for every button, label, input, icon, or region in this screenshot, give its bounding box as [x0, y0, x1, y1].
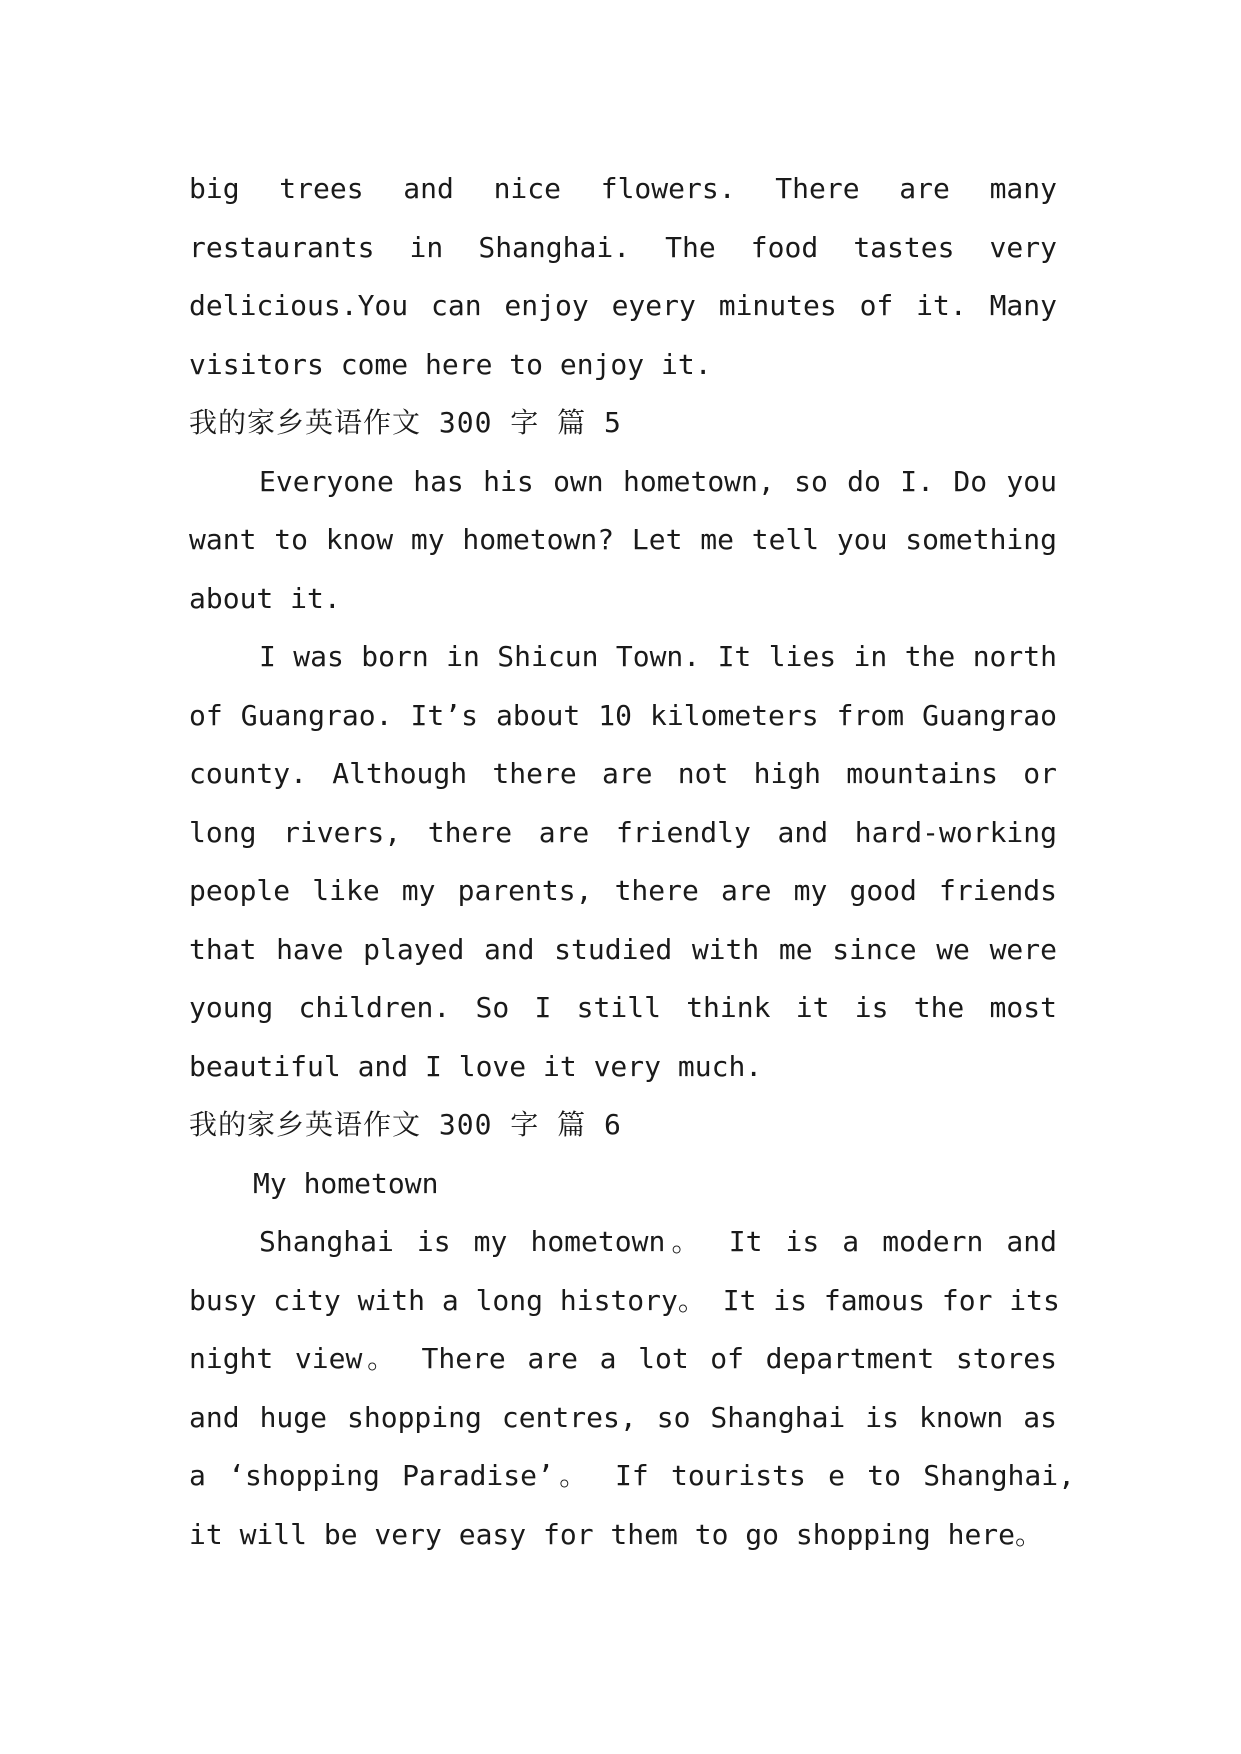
text-line: big trees and nice flowers. There are many	[189, 172, 1057, 205]
text-line: long rivers, there are friendly and hard-working	[189, 815, 1057, 849]
text-line: beautiful and I love it very much.	[189, 1049, 763, 1083]
section-heading: 我的家乡英语作文 300 字 篇 6	[189, 1108, 622, 1141]
section-heading: 我的家乡英语作文 300 字 篇 5	[189, 406, 622, 439]
paragraph-first-line: Everyone has his own hometown, so do I. Do you	[259, 464, 1057, 498]
text-line: a ‘shopping Paradise’。 If tourists e to Shanghai,	[189, 1459, 1075, 1492]
text-line: want to know my hometown? Let me tell you something	[189, 523, 1057, 556]
text-line: of Guangrao. It’s about 10 kilometers from Guangrao	[189, 698, 1057, 732]
essay-title: My hometown	[253, 1166, 439, 1200]
text-line: young children. So I still think it is the most	[189, 991, 1057, 1024]
document-body	[189, 160, 1075, 1564]
paragraph-first-line: I was born in Shicun Town. It lies in the north	[259, 640, 1057, 673]
text-line: busy city with a long history。 It is famous for its	[189, 1283, 1060, 1317]
text-line: delicious.You can enjoy eyery minutes of it. Many	[189, 289, 1057, 322]
text-line: restaurants in Shanghai. The food tastes very	[189, 230, 1057, 264]
text-line: that have played and studied with me since we were	[189, 932, 1057, 966]
text-line: it will be very easy for them to go shopping here。	[189, 1517, 1044, 1551]
text-line: and huge shopping centres, so Shanghai is known as	[189, 1400, 1057, 1434]
paragraph-first-line: Shanghai is my hometown。 It is a modern and	[259, 1225, 1057, 1258]
text-line: people like my parents, there are my good friends	[189, 874, 1057, 907]
text-line: county. Although there are not high mountains or	[189, 757, 1057, 790]
text-line: visitors come here to enjoy it.	[189, 347, 712, 381]
text-line: night view。 There are a lot of department stores	[189, 1342, 1057, 1375]
text-line: about it.	[189, 581, 341, 615]
